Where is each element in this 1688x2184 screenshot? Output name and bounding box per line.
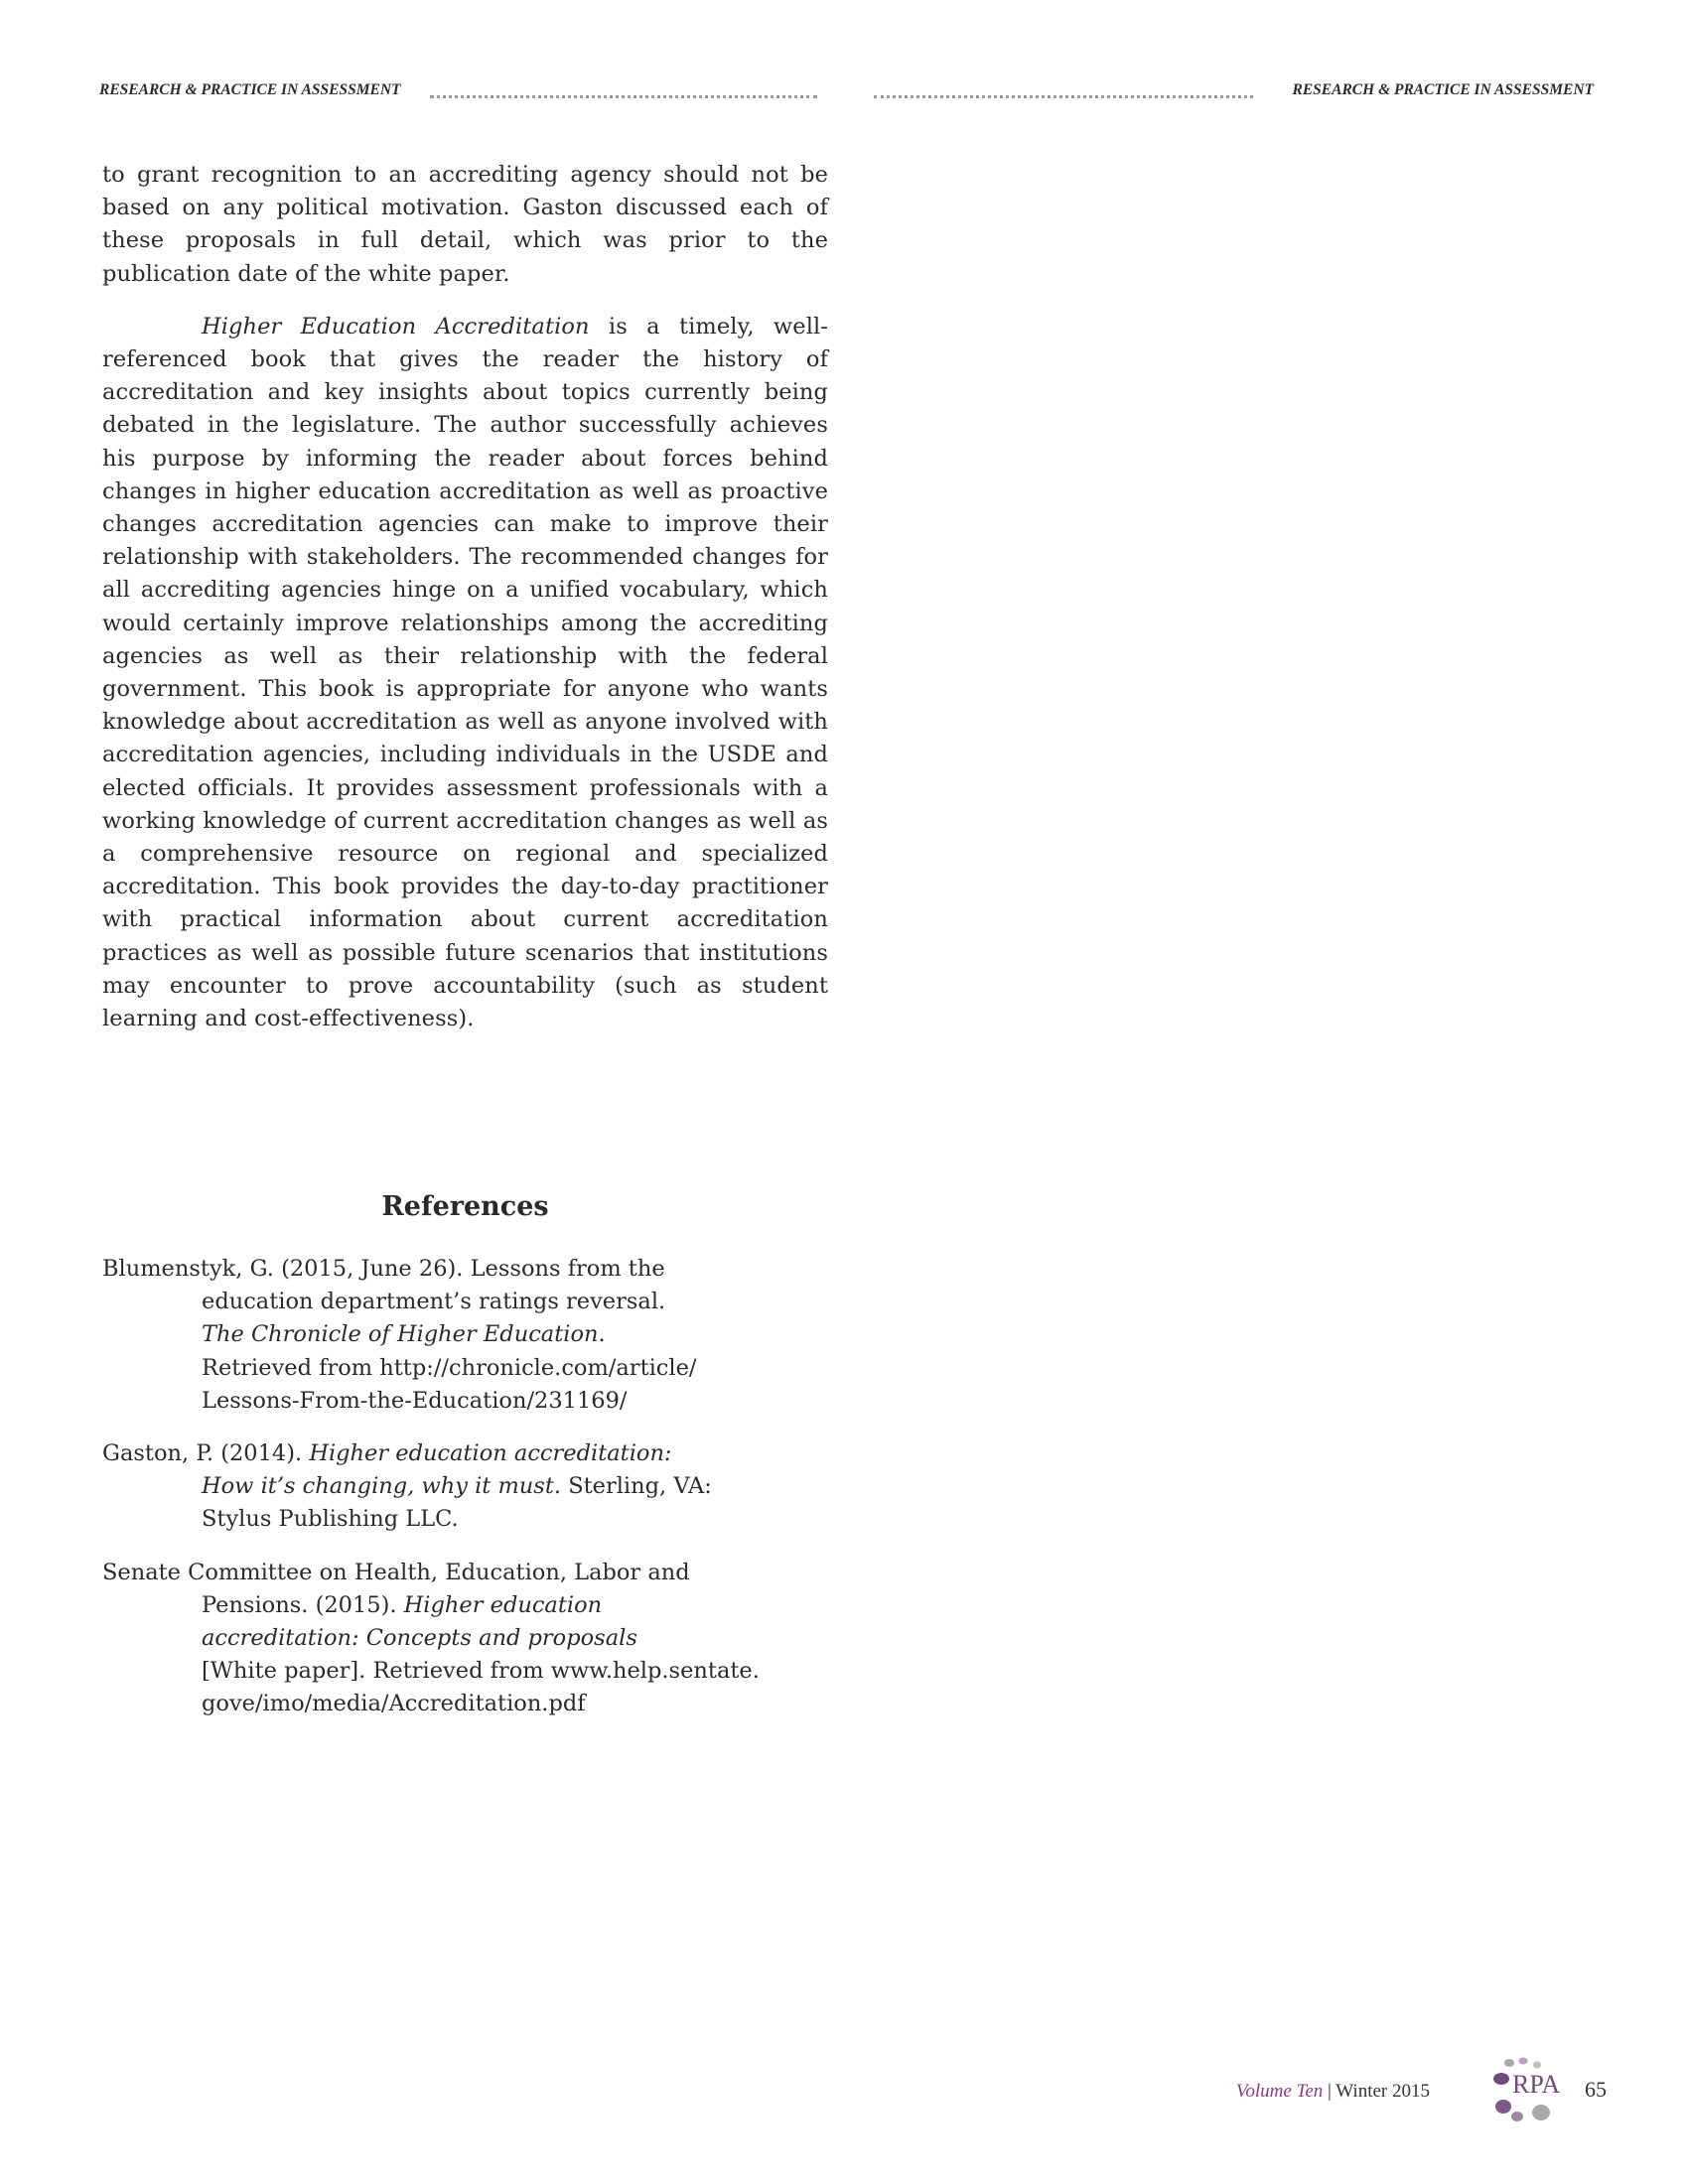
- reference-url-line: Retrieved from http://chronicle.com/article/: [202, 1354, 697, 1381]
- reference-line: Pensions. (2015). Higher education: [202, 1591, 603, 1618]
- reference-paper-title: Higher education: [403, 1591, 603, 1618]
- logo-petal: [1519, 2058, 1528, 2065]
- reference-senate-committee: [102, 1557, 837, 1721]
- reference-line: Blumenstyk, G. (2015, June 26). Lessons from the: [102, 1256, 665, 1282]
- main-text-column: [102, 159, 828, 1055]
- reference-blumenstyk: [102, 1253, 837, 1418]
- reference-line: Stylus Publishing LLC.: [202, 1506, 459, 1533]
- footer-volume: Volume Ten: [1235, 2081, 1324, 2102]
- reference-url-line: [White paper]. Retrieved from www.help.sentate.: [202, 1658, 760, 1685]
- logo-petal: [1533, 2062, 1541, 2069]
- logo-petal: [1532, 2105, 1550, 2120]
- logo-petal: [1504, 2059, 1514, 2067]
- reference-url-line: gove/imo/media/Accreditation.pdf: [202, 1691, 586, 1717]
- reference-line: Senate Committee on Health, Education, Labor and: [102, 1559, 690, 1585]
- reference-url-line: Lessons-From-the-Education/231169/: [202, 1387, 628, 1414]
- running-header-right: RESEARCH & PRACTICE IN ASSESSMENT: [1292, 81, 1594, 98]
- reference-paper-title-cont: accreditation: Concepts and proposals: [202, 1625, 637, 1652]
- body-paragraph-2-text: is a timely, well-referenced book that gives the reader the history of accreditation and key insights about topics currently being debated in the legislature. The author successfully achieves his purpose by informing the reader about forces behind changes in higher education accreditation as well as proactive changes accreditation agencies can make to improve their relationship with stakeholders. The recommended changes for all accrediting agencies hinge on a unified vocabulary, which would certainly improve relationships among the accrediting agencies as well as their relationship with the federal government. This book is appropriate for anyone who wants knowledge about accreditation as well as anyone involved with accreditation agencies, including individuals in the USDE and elected officials. It provides assessment professionals with a working knowledge of current accreditation changes as well as a comprehensive resource on regional and specialized accreditation. This book provides the day-to-day practitioner with practical information about current accreditation practices as well as possible future scenarios that institutions may encounter to prove accountability (such as student learning and cost-effectiveness).: [102, 313, 828, 1032]
- logo-petal: [1511, 2112, 1523, 2121]
- body-paragraph-2: [102, 311, 828, 1035]
- book-title: Higher Education Accreditation: [202, 313, 590, 340]
- footer-issue-info: [1236, 2081, 1430, 2103]
- footer-separator: |: [1323, 2081, 1336, 2102]
- reference-line: education department’s ratings reversal.: [202, 1289, 666, 1315]
- running-header-left: RESEARCH & PRACTICE IN ASSESSMENT: [99, 81, 401, 98]
- reference-line: Gaston, P. (2014). Higher education accreditation:: [102, 1440, 672, 1467]
- references-list: [102, 1253, 837, 1741]
- rpa-logo: [1487, 2055, 1561, 2124]
- reference-book-title: Higher education accreditation:: [309, 1440, 672, 1467]
- reference-line: [102, 1622, 837, 1655]
- references-heading: References: [381, 1191, 549, 1222]
- reference-line: The Chronicle of Higher Education.: [202, 1321, 606, 1348]
- footer-season: Winter 2015: [1336, 2081, 1430, 2102]
- reference-journal-title: The Chronicle of Higher Education: [202, 1321, 599, 1348]
- reference-line: How it’s changing, why it must. Sterling, VA:: [202, 1473, 712, 1500]
- body-paragraph-1: to grant recognition to an accrediting agency should not be based on any political motivation. Gaston discussed each of these proposals in full detail, which was prior to the publication date of the white paper.: [102, 162, 828, 287]
- logo-text: RPA: [1512, 2070, 1561, 2099]
- reference-gaston: [102, 1437, 837, 1537]
- header-dotted-rule-left: [430, 95, 817, 98]
- header-dotted-rule-right: [874, 95, 1253, 98]
- logo-petal: [1493, 2073, 1509, 2085]
- logo-petal: [1495, 2100, 1511, 2114]
- reference-book-subtitle: How it’s changing, why it must.: [202, 1473, 562, 1500]
- page-number: 65: [1585, 2077, 1607, 2102]
